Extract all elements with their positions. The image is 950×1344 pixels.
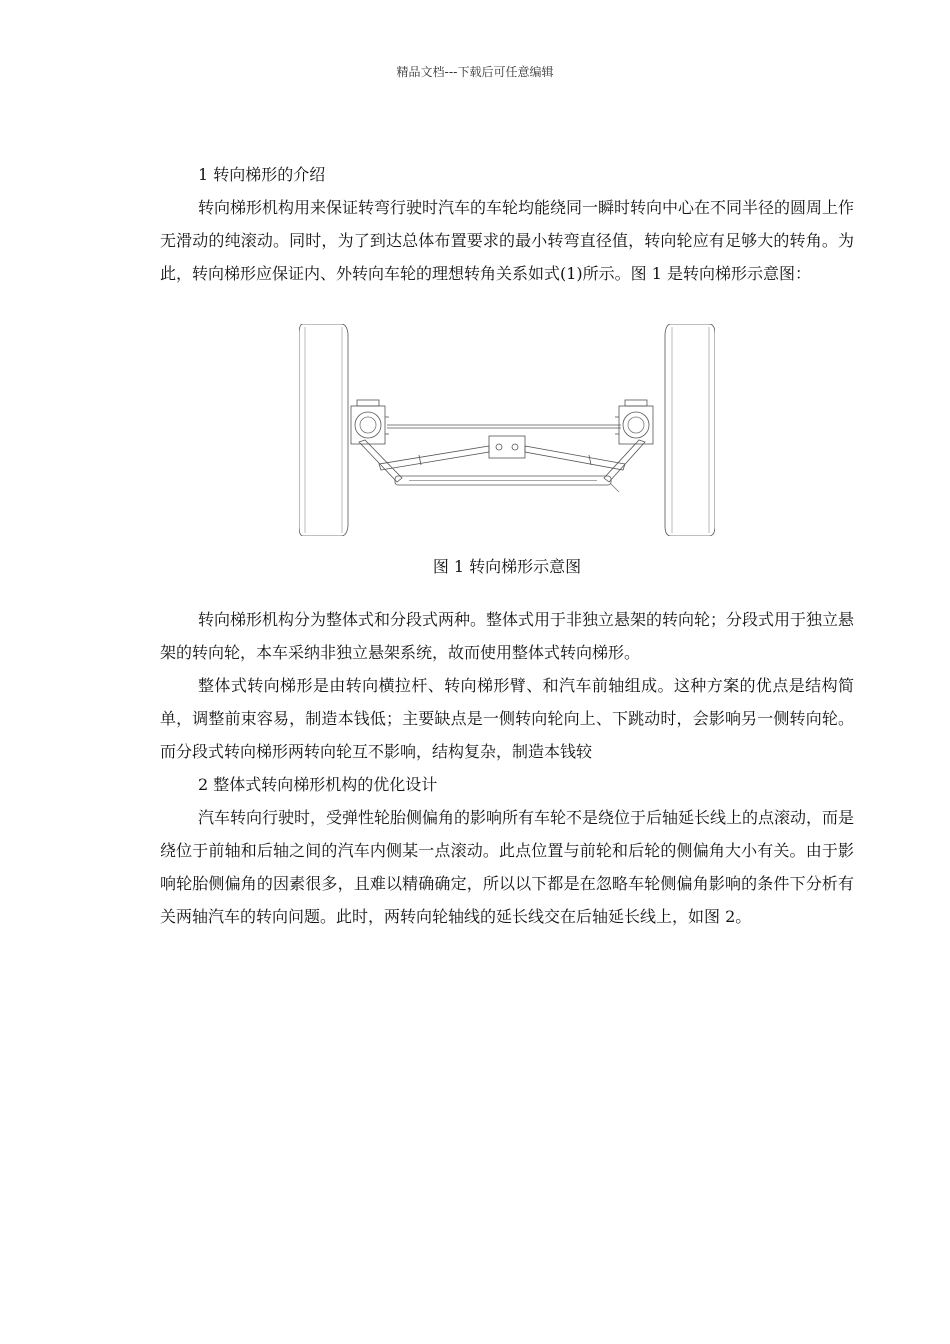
figure-1 — [160, 290, 854, 536]
figure-1-caption: 图 1 转向梯形示意图 — [432, 557, 582, 576]
paragraph-4: 汽车转向行驶时，受弹性轮胎侧偏角的影响所有车轮不是绕位于后轴延长线上的点滚动，而是绕位于前轴和后轴之间的汽车内侧某一点滚动。此点位置与前轮和后轮的侧偏角大小有关。由于影响轮胎侧偏角的因素很多，且难以精确确定，所以以下都是在忽略车轮侧偏角影响的条件下分析有关两轴汽车的转向问题。此时，两转向轮轴线的延长线交在后轴延长线上，如图 2。 — [160, 808, 855, 926]
page-header: 精品文档---下载后可任意编辑 — [396, 65, 554, 79]
right-tire — [665, 324, 715, 536]
section-2-title: 2 整体式转向梯形机构的优化设计 — [198, 775, 438, 794]
left-tire — [299, 324, 348, 536]
section-1-title: 1 转向梯形的介绍 — [198, 165, 326, 184]
front-axle — [387, 425, 621, 428]
steering-trapezoid-diagram — [299, 324, 715, 536]
paragraph-3: 整体式转向梯形是由转向横拉杆、转向梯形臂、和汽车前轴组成。这种方案的优点是结构简单，调整前束容易，制造本钱低；主要缺点是一侧转向轮向上、下跳动时，会影响另一侧转向轮。而分段式转向梯形两转向轮互不影响，结构复杂，制造本钱较 — [160, 676, 854, 761]
left-knuckle — [351, 400, 389, 444]
paragraph-1: 转向梯形机构用来保证转弯行驶时汽车的车轮均能绕同一瞬时转向中心在不同半径的圆周上作无滑动的纯滚动。同时，为了到达总体布置要求的最小转弯直径值，转向轮应有足够大的转角。为此，转向梯形应保证内、外转向车轮的理想转角关系如式(1)所示。图 1 是转向梯形示意图： — [160, 198, 855, 283]
tie-rod — [395, 476, 619, 492]
right-knuckle — [615, 400, 653, 444]
drag-link-assembly — [379, 436, 625, 470]
document-body — [160, 158, 854, 933]
paragraph-2: 转向梯形机构分为整体式和分段式两种。整体式用于非独立悬架的转向轮；分段式用于独立悬架的转向轮，本车采纳非独立悬架系统，故而使用整体式转向梯形。 — [160, 610, 855, 662]
